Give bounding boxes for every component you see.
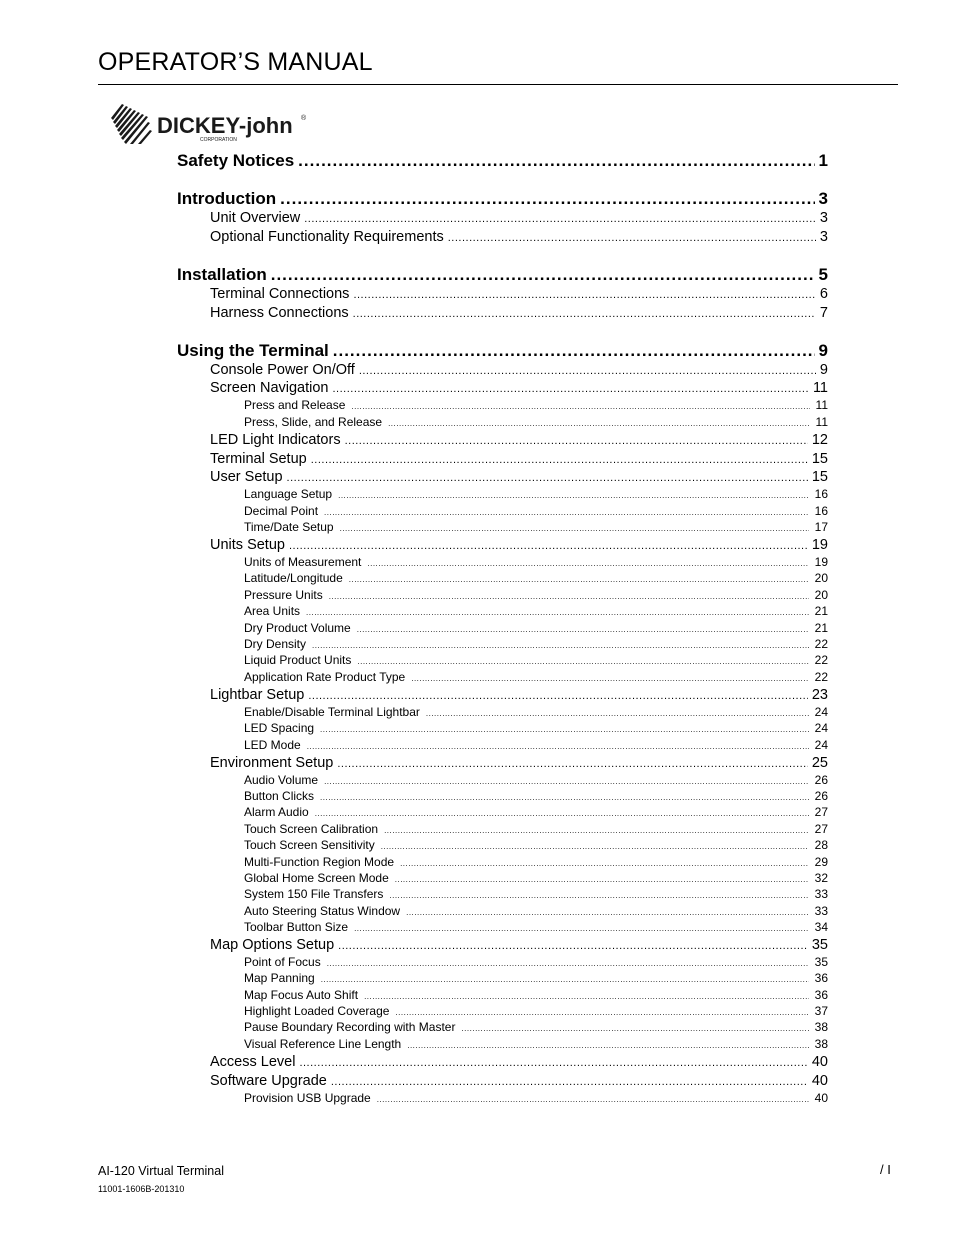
- toc-entry-page: 40: [811, 1073, 828, 1089]
- toc-entry[interactable]: [244, 1004, 828, 1018]
- toc-entry[interactable]: [244, 670, 828, 684]
- toc-entry-title: Language Setup: [244, 487, 333, 501]
- toc-leader-dots: [333, 383, 809, 395]
- toc-entry-page: 11: [815, 415, 828, 429]
- toc-entry[interactable]: [210, 1054, 828, 1070]
- toc-entry[interactable]: [177, 341, 828, 361]
- footer-document-code: 11001-1606B-201310: [98, 1184, 185, 1194]
- toc-entry-title: Lightbar Setup: [210, 687, 305, 703]
- toc-entry-title: Terminal Connections: [210, 286, 350, 302]
- toc-leader-dots: [367, 559, 808, 568]
- toc-leader-dots: [407, 1041, 808, 1050]
- toc-leader-dots: [320, 725, 809, 734]
- toc-entry-page: 21: [814, 604, 828, 618]
- toc-leader-dots: [340, 524, 809, 533]
- toc-entry[interactable]: [210, 229, 828, 245]
- toc-entry-title: Dry Density: [244, 637, 307, 651]
- logo-mark-icon: [108, 100, 318, 144]
- toc-entry-title: Touch Screen Calibration: [244, 822, 379, 836]
- toc-entry-title: Latitude/Longitude: [244, 571, 343, 585]
- toc-leader-dots: [353, 289, 815, 301]
- toc-entry-page: 40: [811, 1054, 828, 1070]
- toc-entry-page: 27: [814, 822, 828, 836]
- toc-entry-title: Press, Slide, and Release: [244, 415, 383, 429]
- toc-entry-page: 24: [814, 705, 828, 719]
- toc-entry[interactable]: [244, 871, 828, 885]
- toc-leader-dots: [381, 842, 809, 851]
- toc-entry-title: Pause Boundary Recording with Master: [244, 1020, 456, 1034]
- toc-entry[interactable]: [210, 537, 828, 553]
- toc-leader-dots: [329, 592, 809, 601]
- toc-leader-dots: [426, 709, 809, 718]
- toc-entry-page: 25: [811, 755, 828, 771]
- toc-entry[interactable]: [210, 380, 828, 396]
- toc-entry-page: 1: [818, 151, 828, 170]
- footer-page-number: / I: [880, 1162, 891, 1177]
- toc-leader-dots: [384, 826, 809, 835]
- toc-entry-page: 15: [811, 451, 828, 467]
- toc-entry-page: 35: [814, 955, 828, 969]
- toc-entry[interactable]: [210, 469, 828, 485]
- toc-entry-page: 22: [814, 670, 828, 684]
- toc-leader-dots: [338, 491, 809, 500]
- toc-leader-dots: [395, 1008, 808, 1017]
- toc-entry-title: Decimal Point: [244, 504, 319, 518]
- toc-leader-dots: [337, 758, 808, 770]
- toc-entry-title: Touch Screen Sensitivity: [244, 838, 375, 852]
- toc-entry-page: 19: [814, 555, 828, 569]
- toc-entry[interactable]: [177, 151, 828, 171]
- toc-entry[interactable]: [244, 971, 828, 985]
- toc-entry-page: 20: [814, 588, 828, 602]
- toc-entry-title: Terminal Setup: [210, 451, 307, 467]
- toc-entry-title: Time/Date Setup: [244, 520, 334, 534]
- toc-leader-dots: [287, 472, 808, 484]
- toc-entry-title: Enable/Disable Terminal Lightbar: [244, 705, 420, 719]
- toc-leader-dots: [307, 742, 809, 751]
- toc-entry-title: Environment Setup: [210, 755, 334, 771]
- toc-entry-page: 15: [811, 469, 828, 485]
- toc-leader-dots: [448, 232, 816, 244]
- toc-leader-dots: [271, 265, 815, 285]
- toc-entry-title: Introduction: [177, 189, 277, 208]
- toc-entry-title: Press and Release: [244, 398, 346, 412]
- toc-entry-title: Map Panning: [244, 971, 315, 985]
- toc-entry-title: Point of Focus: [244, 955, 321, 969]
- toc-entry-title: Screen Navigation: [210, 380, 329, 396]
- toc-entry[interactable]: [244, 838, 828, 852]
- toc-entry-title: Multi-Function Region Mode: [244, 855, 395, 869]
- toc-entry-page: 38: [814, 1037, 828, 1051]
- toc-entry-page: 35: [811, 937, 828, 953]
- toc-entry-page: 19: [811, 537, 828, 553]
- toc-entry[interactable]: [244, 520, 828, 534]
- toc-leader-dots: [321, 975, 809, 984]
- toc-entry[interactable]: [244, 721, 828, 735]
- toc-leader-dots: [353, 308, 816, 320]
- toc-entry-page: 7: [819, 305, 828, 321]
- toc-entry[interactable]: [244, 604, 828, 618]
- toc-leader-dots: [331, 1076, 808, 1088]
- toc-entry[interactable]: [244, 555, 828, 569]
- toc-entry-page: 12: [811, 432, 828, 448]
- toc-entry-title: Button Clicks: [244, 789, 315, 803]
- toc-leader-dots: [351, 402, 809, 411]
- toc-entry-page: 17: [814, 520, 828, 534]
- toc-entry[interactable]: [210, 687, 828, 703]
- toc-entry[interactable]: [244, 588, 828, 602]
- toc-entry-title: System 150 File Transfers: [244, 887, 384, 901]
- toc-entry-title: Units Setup: [210, 537, 285, 553]
- toc-entry[interactable]: [244, 1091, 828, 1105]
- toc-entry-page: 16: [814, 504, 828, 518]
- toc-entry-page: 36: [814, 988, 828, 1002]
- toc-entry[interactable]: [244, 955, 828, 969]
- toc-entry-page: 9: [819, 362, 828, 378]
- toc-leader-dots: [359, 365, 816, 377]
- toc-entry-title: Units of Measurement: [244, 555, 362, 569]
- toc-entry-title: Console Power On/Off: [210, 362, 355, 378]
- toc-entry[interactable]: [244, 887, 828, 901]
- logo-sub: CORPORATION: [200, 137, 237, 143]
- toc-entry-page: 29: [814, 855, 828, 869]
- toc-leader-dots: [289, 540, 808, 552]
- toc-entry-title: Alarm Audio: [244, 805, 309, 819]
- toc-entry-page: 3: [819, 229, 828, 245]
- toc-leader-dots: [389, 891, 808, 900]
- toc-entry-title: Dry Product Volume: [244, 621, 351, 635]
- toc-entry-page: 22: [814, 637, 828, 651]
- toc-entry[interactable]: [244, 415, 828, 429]
- toc-entry[interactable]: [210, 755, 828, 771]
- toc-entry-title: Software Upgrade: [210, 1073, 327, 1089]
- toc-leader-dots: [411, 674, 808, 683]
- toc-entry[interactable]: [210, 432, 828, 448]
- toc-leader-dots: [320, 793, 809, 802]
- toc-entry-page: 27: [814, 805, 828, 819]
- toc-entry[interactable]: [210, 210, 828, 226]
- toc-entry-title: Highlight Loaded Coverage: [244, 1004, 390, 1018]
- toc-entry[interactable]: [244, 487, 828, 501]
- toc-entry[interactable]: [244, 398, 828, 412]
- toc-leader-dots: [388, 419, 809, 428]
- toc-entry-page: 33: [814, 887, 828, 901]
- toc-entry-title: Visual Reference Line Length: [244, 1037, 402, 1051]
- header-rule: [98, 84, 898, 85]
- toc-leader-dots: [308, 690, 808, 702]
- toc-leader-dots: [304, 213, 816, 225]
- toc-entry-page: 26: [814, 789, 828, 803]
- toc-entry-page: 16: [814, 487, 828, 501]
- toc-entry-page: 3: [818, 189, 828, 208]
- toc-leader-dots: [461, 1024, 808, 1033]
- toc-entry-title: User Setup: [210, 469, 283, 485]
- toc-entry[interactable]: [210, 305, 828, 321]
- toc-leader-dots: [406, 908, 809, 917]
- toc-entry-page: 3: [819, 210, 828, 226]
- toc-entry[interactable]: [244, 705, 828, 719]
- logo-wordmark: DICKEY-john: [157, 113, 293, 138]
- toc-leader-dots: [354, 924, 809, 933]
- toc-entry-title: Map Focus Auto Shift: [244, 988, 359, 1002]
- toc-entry-title: Liquid Product Units: [244, 653, 352, 667]
- toc-leader-dots: [324, 777, 809, 786]
- toc-leader-dots: [280, 189, 814, 209]
- footer-product-name: AI-120 Virtual Terminal: [98, 1164, 224, 1178]
- toc-entry-title: Provision USB Upgrade: [244, 1091, 371, 1105]
- toc-leader-dots: [298, 151, 814, 171]
- toc-entry[interactable]: [244, 773, 828, 787]
- toc-entry[interactable]: [244, 637, 828, 651]
- toc-entry-title: Map Options Setup: [210, 937, 335, 953]
- toc-entry[interactable]: [210, 1073, 828, 1089]
- toc-entry-page: 23: [811, 687, 828, 703]
- page-header-title: OPERATOR’S MANUAL: [98, 48, 373, 76]
- toc-entry[interactable]: [244, 822, 828, 836]
- toc-entry[interactable]: [244, 920, 828, 934]
- toc-entry[interactable]: [244, 504, 828, 518]
- toc-leader-dots: [357, 625, 809, 634]
- toc-entry-page: 11: [815, 398, 828, 412]
- toc-entry-title: Application Rate Product Type: [244, 670, 406, 684]
- toc-entry-title: Unit Overview: [210, 210, 301, 226]
- toc-entry-page: 26: [814, 773, 828, 787]
- toc-entry[interactable]: [244, 1037, 828, 1051]
- toc-entry[interactable]: [244, 571, 828, 585]
- toc-entry-page: 20: [814, 571, 828, 585]
- toc-leader-dots: [311, 454, 808, 466]
- toc-entry-page: 21: [814, 621, 828, 635]
- toc-entry-title: Safety Notices: [177, 151, 295, 170]
- toc-entry[interactable]: [244, 988, 828, 1002]
- toc-entry[interactable]: [210, 451, 828, 467]
- toc-entry-page: 11: [812, 380, 828, 396]
- toc-entry[interactable]: [244, 621, 828, 635]
- toc-entry-page: 36: [814, 971, 828, 985]
- toc-entry-title: Toolbar Button Size: [244, 920, 349, 934]
- toc-entry-page: 28: [814, 838, 828, 852]
- toc-entry[interactable]: [244, 738, 828, 752]
- logo-registered: ®: [301, 115, 307, 122]
- toc-entry-page: 34: [814, 920, 828, 934]
- toc-entry[interactable]: [210, 362, 828, 378]
- toc-entry[interactable]: [177, 265, 828, 285]
- toc-entry-title: Auto Steering Status Window: [244, 904, 401, 918]
- toc-leader-dots: [400, 859, 809, 868]
- toc-entry-page: 24: [814, 738, 828, 752]
- toc-entry-title: Installation: [177, 265, 267, 284]
- toc-entry[interactable]: [244, 805, 828, 819]
- toc-leader-dots: [312, 641, 809, 650]
- toc-entry[interactable]: [244, 904, 828, 918]
- toc-entry-title: Access Level: [210, 1054, 296, 1070]
- toc-leader-dots: [349, 575, 809, 584]
- toc-entry[interactable]: [177, 189, 828, 209]
- toc-entry-title: Global Home Screen Mode: [244, 871, 389, 885]
- toc-leader-dots: [377, 1095, 809, 1104]
- toc-entry-title: LED Light Indicators: [210, 432, 341, 448]
- toc-entry-page: 33: [814, 904, 828, 918]
- toc-entry-title: Using the Terminal: [177, 341, 329, 360]
- toc-leader-dots: [333, 341, 815, 361]
- toc-leader-dots: [338, 940, 808, 952]
- toc-entry[interactable]: [244, 653, 828, 667]
- toc-leader-dots: [395, 875, 809, 884]
- toc-entry-page: 9: [818, 341, 828, 360]
- toc-entry-title: Optional Functionality Requirements: [210, 229, 444, 245]
- toc-entry-page: 32: [814, 871, 828, 885]
- toc-entry[interactable]: [244, 1020, 828, 1034]
- toc-entry-title: Pressure Units: [244, 588, 323, 602]
- toc-entry-page: 40: [814, 1091, 828, 1105]
- toc-entry-page: 37: [814, 1004, 828, 1018]
- toc-entry-title: LED Mode: [244, 738, 301, 752]
- toc-leader-dots: [327, 959, 809, 968]
- toc-entry[interactable]: [210, 937, 828, 953]
- toc-entry-title: LED Spacing: [244, 721, 315, 735]
- toc-entry-title: Area Units: [244, 604, 301, 618]
- toc-leader-dots: [315, 809, 809, 818]
- toc-entry-page: 22: [814, 653, 828, 667]
- toc-entry-page: 5: [818, 265, 828, 284]
- toc-entry-title: Harness Connections: [210, 305, 349, 321]
- toc-leader-dots: [364, 992, 809, 1001]
- toc-leader-dots: [299, 1057, 807, 1069]
- toc-leader-dots: [345, 435, 808, 447]
- toc-entry-page: 38: [814, 1020, 828, 1034]
- toc-leader-dots: [357, 657, 808, 666]
- toc-entry[interactable]: [244, 855, 828, 869]
- toc-entry-page: 6: [819, 286, 828, 302]
- toc-entry-title: Audio Volume: [244, 773, 319, 787]
- toc-leader-dots: [306, 608, 809, 617]
- company-logo: [108, 100, 318, 144]
- toc-entry[interactable]: [210, 286, 828, 302]
- toc-leader-dots: [324, 508, 809, 517]
- toc-entry[interactable]: [244, 789, 828, 803]
- toc-entry-page: 24: [814, 721, 828, 735]
